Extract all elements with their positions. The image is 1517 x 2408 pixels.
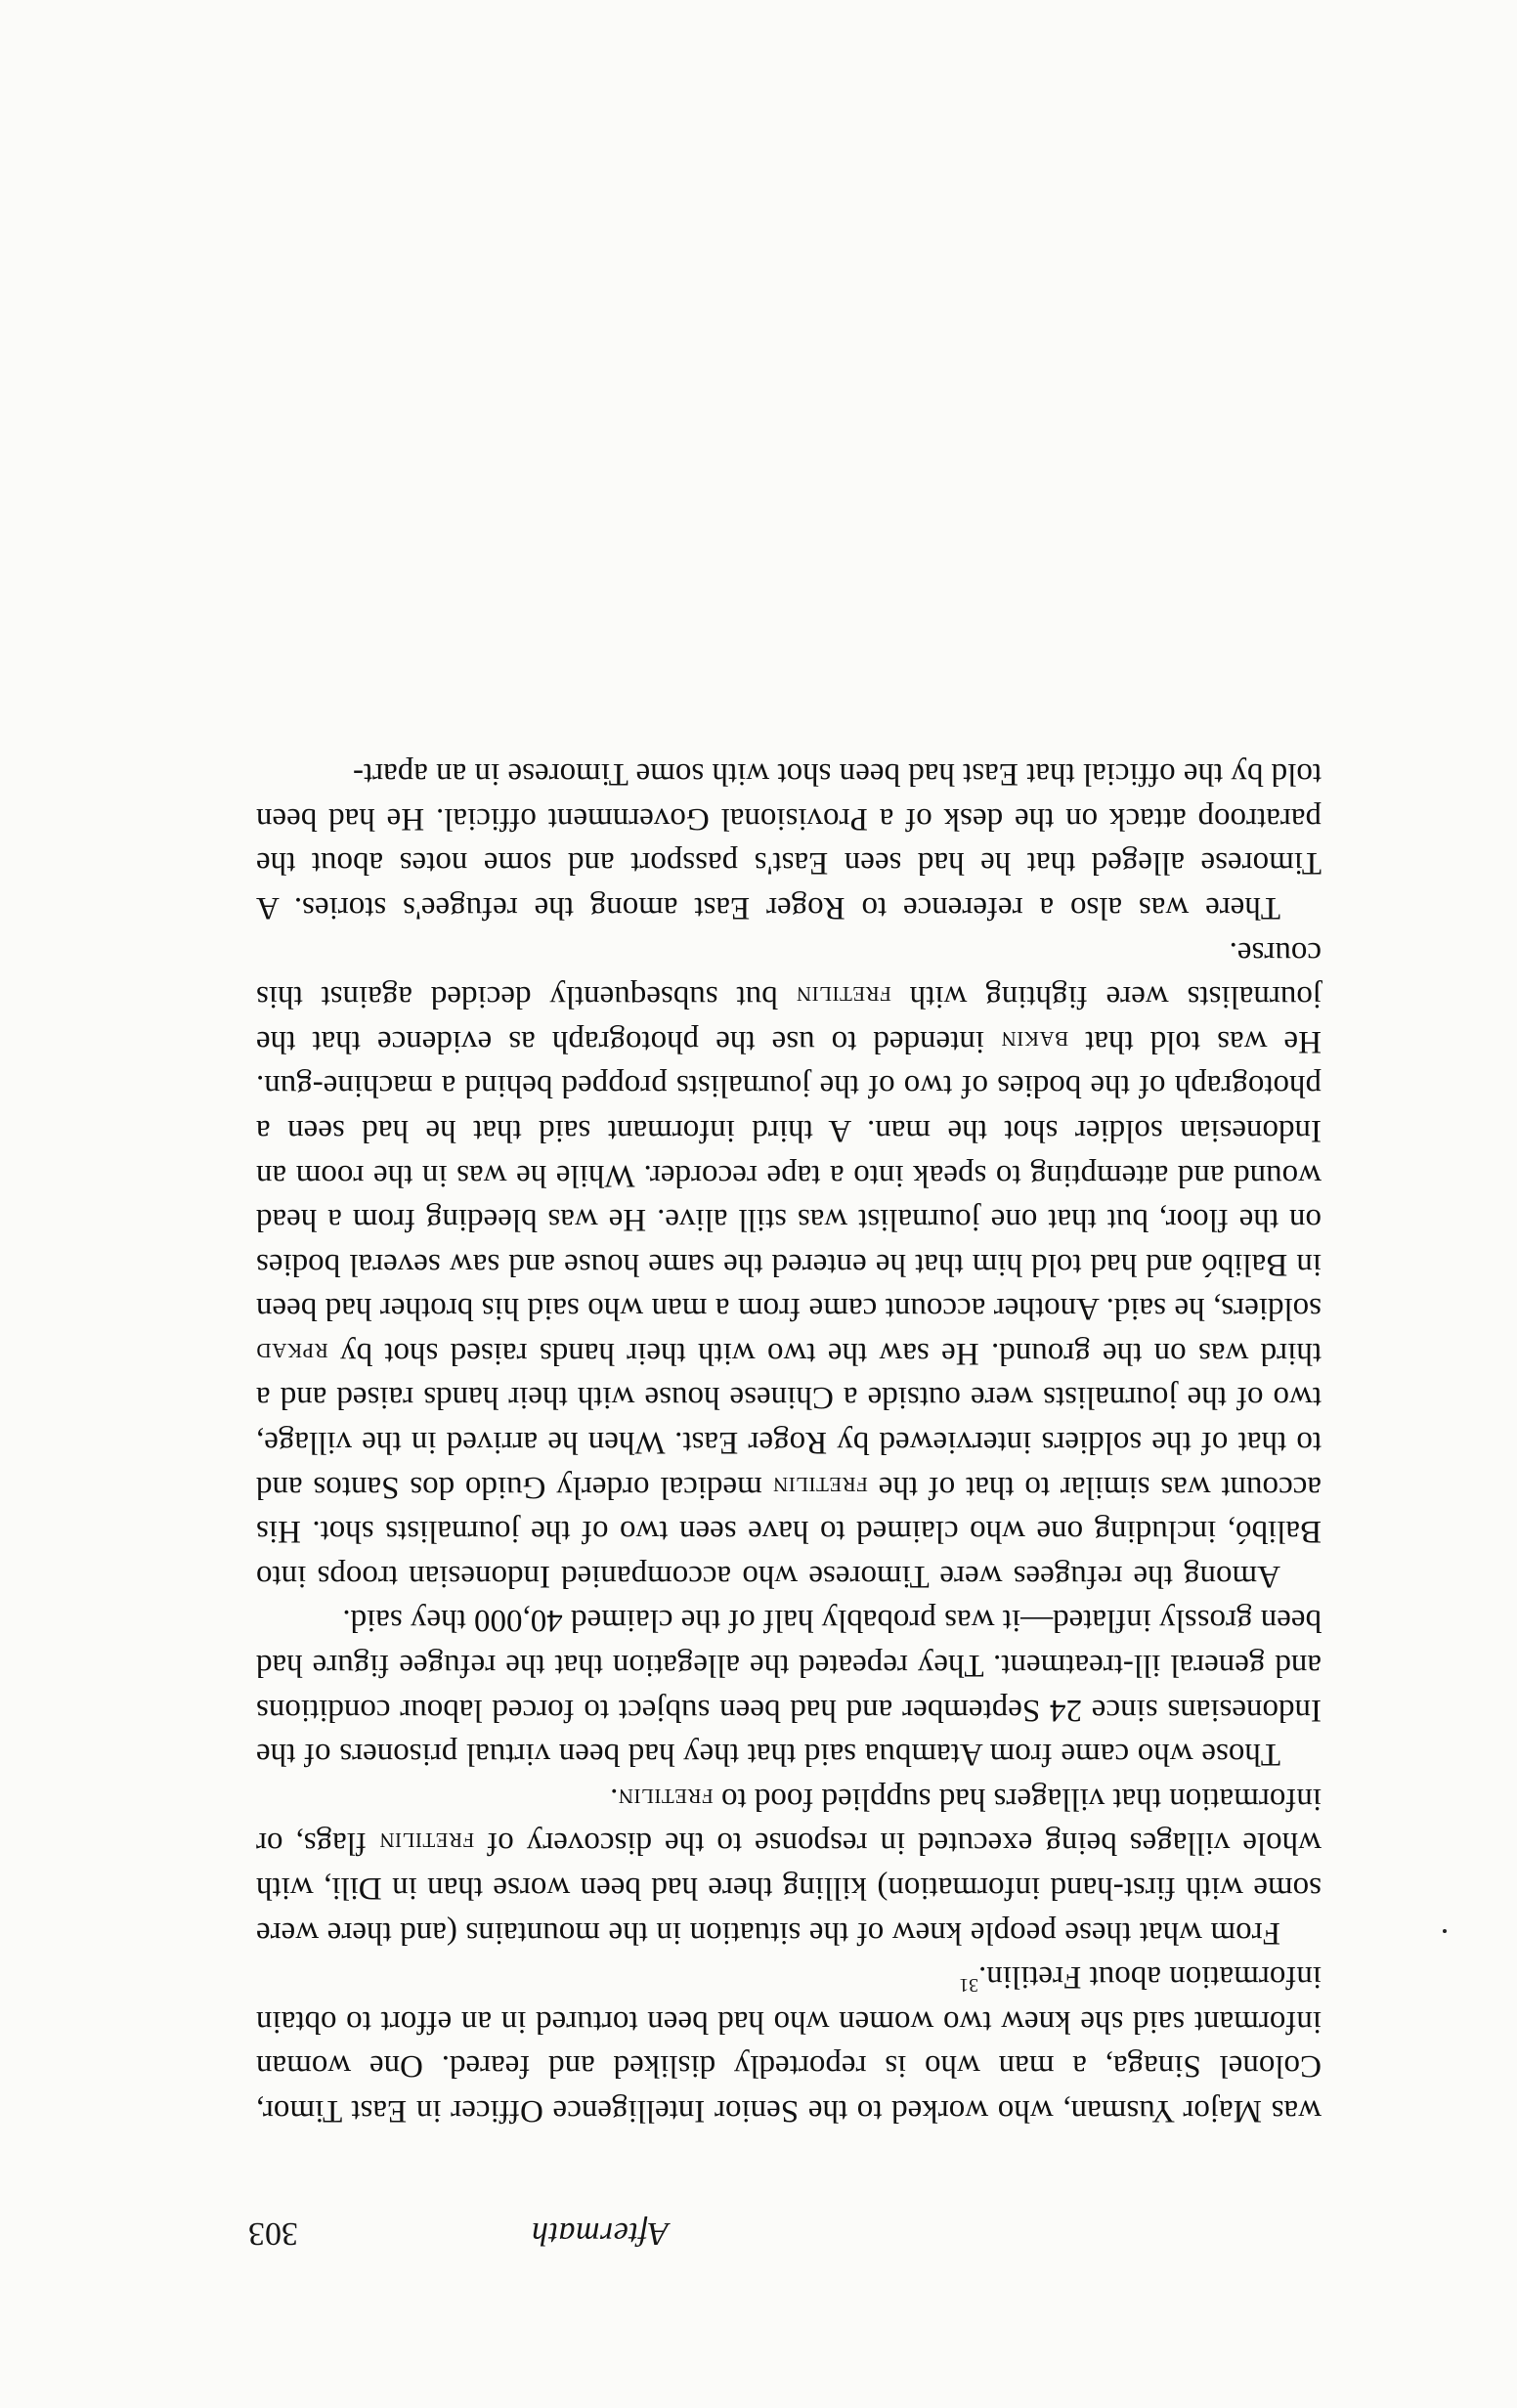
text-run: From what these people knew of the situation in the mountains (and there were some with first-hand information) killing there had been worse than in Dili, with whole villages being executed in response to the discovery of xyxy=(256,1826,1322,1951)
paragraph xyxy=(256,929,1322,1598)
text-run: . xyxy=(610,1781,619,1817)
paragraph xyxy=(256,1955,1322,2132)
footnote-marker: 31 xyxy=(959,1974,978,1997)
paragraph xyxy=(256,1776,1322,1954)
text-run: but subsequently decided against this course. xyxy=(256,934,1322,1015)
text-run: flags, or information that villagers had supplied food to xyxy=(256,1781,1322,1862)
paragraph xyxy=(256,1598,1322,1776)
text-run: Among the refugees were Timorese who accompanied Indonesian troops into Balibó, including one who claimed to have seen two of the journalists shot. His account was similar to that of the xyxy=(256,1469,1322,1594)
stray-ink-mark xyxy=(1443,1929,1447,1933)
small-caps-term: fretilin xyxy=(618,1782,714,1816)
text-run: was Major Yusman, who worked to the Senior Intelligence Officer in East Timor, Colonel Sinaga, a man who is reportedly disliked and feared. One woman informant said she knew two women who had been tortured in an effort to obtain information about Fretilin. xyxy=(256,1959,1322,2128)
small-caps-term: bakin xyxy=(1001,1024,1069,1058)
page-number: 303 xyxy=(248,2215,298,2252)
body-text xyxy=(256,752,1322,2132)
page-header xyxy=(248,2203,1265,2252)
paragraph xyxy=(256,752,1322,929)
text-run: soldiers, he said. Another account came from a man who said his brother had been in Balibó and had told him that he entered the same house and saw several bodies on the floor, but that one journalist was still alive. He was bleeding from a head wound and attempting to speak into a tape recorder. While he was in the room an Indonesian soldier shot the man. A third informant said that he had seen a photograph of the bodies of two of the journalists propped behind a machine-gun. He was told that xyxy=(256,1023,1322,1327)
text-run: medical orderly Guido dos Santos and to that of the soldiers interviewed by Roger East. When he arrived in the village, two of the journalists were outside a Chinese house with their hands raised and a third was on the ground. He saw the two with their hands raised shot by xyxy=(256,1335,1322,1505)
small-caps-term: fretilin xyxy=(772,1470,868,1504)
small-caps-term: rpkad xyxy=(256,1336,328,1370)
running-head: Aftermath xyxy=(531,2215,669,2252)
text-run: intended to use the photograph as evidence that the journalists were fighting with xyxy=(256,979,1322,1059)
small-caps-term: fretilin xyxy=(378,1827,475,1861)
small-caps-term: fretilin xyxy=(796,980,891,1014)
text-run: There was also a reference to Roger East among the refugee's stories. A Timorese alleged that he had seen East's passport and some notes about the paratroop attack on the desk of a Provisional Government official. He had been told by the official that East had been shot with some Timorese in an apart- xyxy=(256,756,1322,925)
text-run: Those who came from Atambua said that they had been virtual prisoners of the Indonesians since 24 September and had been subject to forced labour conditions and general ill-treatment. They repeated the allegation that the refugee figure had been grossly inflated—it was probably half of the claimed 40,000 they said. xyxy=(256,1603,1322,1773)
